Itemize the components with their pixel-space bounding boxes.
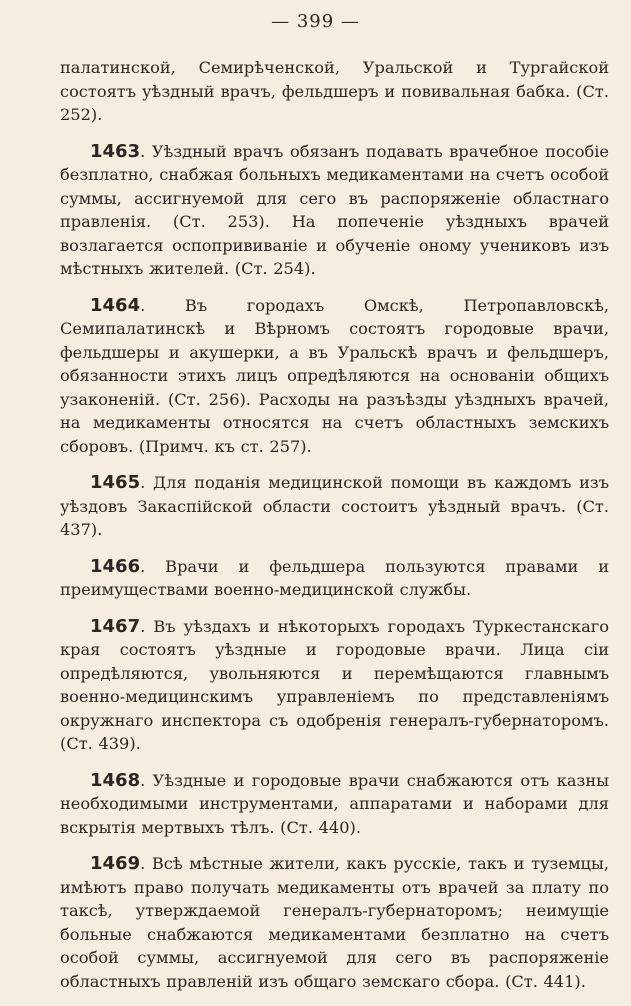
body-text <box>60 56 609 1006</box>
article-1463 <box>60 140 609 281</box>
paragraph-continuation <box>60 56 609 127</box>
article-text: . Врачи и фельдшера пользуются правами и преимуществами военно-медицинской службы. <box>60 556 609 599</box>
article-number: 1465 <box>90 472 141 493</box>
article-text: . Уѣздный врачъ обязанъ подавать врачебное пособіе безплатно, снабжая больныхъ медикаментами на счетъ особой суммы, ассигнуемой для сего въ распоряженіе областнаго правленія. (Ст. 253). На попеченіе уѣздныхъ врачей возлагается оспопрививаніе и обученіе оному учениковъ изъ мѣстныхъ жителей. (Ст. 254). <box>60 141 609 278</box>
article-1469 <box>60 852 609 993</box>
article-number: 1463 <box>90 140 141 162</box>
article-1468 <box>60 769 609 840</box>
article-number: 1469 <box>90 853 141 874</box>
article-number: 1464 <box>90 294 141 316</box>
article-text: . Въ уѣздахъ и нѣкоторыхъ городахъ Туркестанскаго края состоятъ уѣздные и городовые врачи. Лица сіи опредѣляются, увольняются и перемѣщаются главнымъ военно-медицинскимъ управленіемъ по представленіямъ окружнаго инспектора съ одобренія генералъ-губернаторомъ. (Ст. 439). <box>60 616 609 753</box>
article-number: 1468 <box>90 769 141 791</box>
article-text: . Для поданія медицинской помощи въ каждомъ изъ уѣздовъ Закаспійской области состоитъ уѣздный врачъ. (Ст. 437). <box>60 473 609 539</box>
page-number: — 399 — <box>271 11 360 32</box>
article-1464 <box>60 294 609 459</box>
article-text: . Всѣ мѣстные жители, какъ русскіе, такъ и туземцы, имѣютъ право получать медикаменты отъ врачей за плату по таксѣ, утверждаемой генералъ-губернаторомъ; неимущіе больные снабжаются медикаментами безплатно на счетъ особой суммы, ассигнуемой для сего въ распоряженіе областныхъ правленій изъ общаго земскаго сбора. (Ст. 441). <box>60 854 609 991</box>
article-text: . Въ городахъ Омскѣ, Петропавловскѣ, Семипалатинскѣ и Вѣрномъ состоятъ городовые врачи, фельдшеры и акушерки, а въ Уральскѣ врачъ и фельдшеръ, обязанности этихъ лицъ опредѣляются на основаніи общихъ узаконеній. (Ст. 256). Расходы на разъѣзды уѣздныхъ врачей, на медикаменты относятся на счетъ областныхъ земскихъ сборовъ. (Примч. къ ст. 257). <box>60 295 609 456</box>
article-number: 1467 <box>90 615 141 637</box>
article-number: 1466 <box>90 555 141 577</box>
article-1467 <box>60 615 609 756</box>
article-1466 <box>60 555 609 602</box>
paragraph-text: палатинской, Семирѣченской, Уральской и Тургайской состоятъ уѣздный врачъ, фельдшеръ и повивальная бабка. (Ст. 252). <box>60 58 609 124</box>
article-text: . Уѣздные и городовые врачи снабжаются отъ казны необходимыми инструментами, аппаратами и наборами для вскрытія мертвыхъ тѣлъ. (Ст. 440). <box>60 770 609 837</box>
article-1465 <box>60 471 609 542</box>
